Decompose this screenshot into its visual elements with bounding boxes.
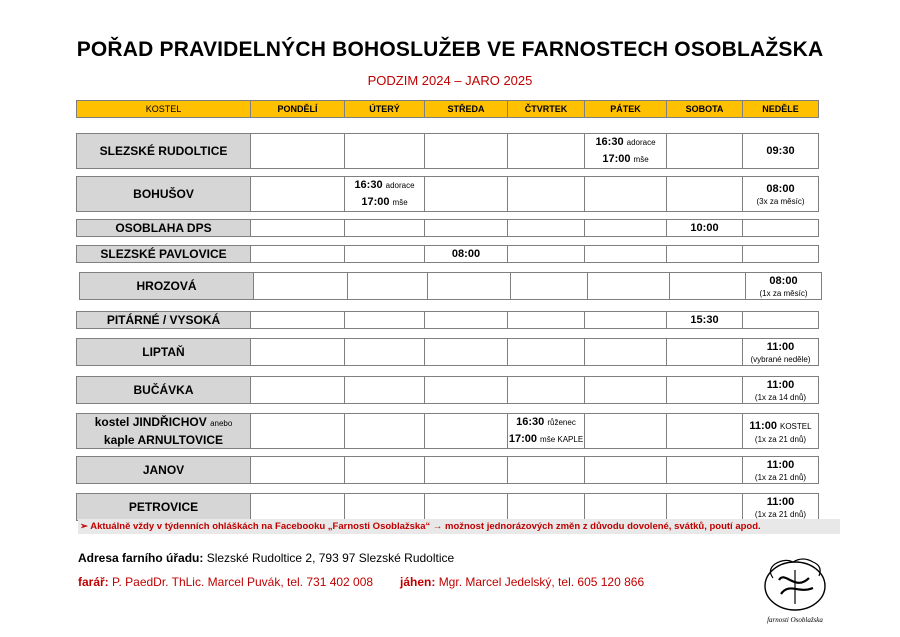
svg-text:farnosti Osoblažska: farnosti Osoblažska xyxy=(767,616,823,624)
parish-name: LIPTAŇ xyxy=(77,339,251,366)
deacon-info xyxy=(400,575,644,589)
sunday-time: 08:00 (1x za měsíc) xyxy=(746,273,822,300)
parish-name: BUČÁVKA xyxy=(77,377,251,404)
saturday-time: 10:00 xyxy=(667,220,743,237)
table-row xyxy=(76,413,819,449)
header-tuesday: ÚTERÝ xyxy=(345,101,425,118)
parish-name: kostel JINDŘICHOV anebo kaple ARNULTOVICE xyxy=(77,414,251,449)
header-kostel: KOSTEL xyxy=(77,101,251,118)
table-row xyxy=(76,493,819,521)
facebook-note: ➢ Aktuálně vždy v týdenních ohláškách na Facebooku „Farnosti Osoblažska“ → možnost jednorázových změn z důvodu dovolené, svátků, poutí apod. xyxy=(78,519,840,534)
thursday-time: 16:30 růženec 17:00 mše KAPLE xyxy=(508,414,585,449)
saturday-time: 15:30 xyxy=(667,312,743,329)
table-row xyxy=(76,176,819,212)
page-subtitle: PODZIM 2024 – JARO 2025 xyxy=(367,73,533,88)
sunday-time: 08:00 (3x za měsíc) xyxy=(743,177,819,212)
address-label: Adresa farního úřadu: xyxy=(78,551,204,565)
parish-name: PITÁRNÉ / VYSOKÁ xyxy=(77,312,251,329)
friday-time: 16:30 adorace 17:00 mše xyxy=(585,134,667,169)
table-row xyxy=(79,272,822,300)
parish-name: SLEZSKÉ RUDOLTICE xyxy=(77,134,251,169)
header-thursday: ČTVRTEK xyxy=(508,101,585,118)
table-row xyxy=(76,376,819,404)
deacon-label: jáhen: xyxy=(400,575,436,589)
schedule-header xyxy=(76,100,819,118)
table-row xyxy=(76,133,819,169)
parish-name: OSOBLAHA DPS xyxy=(77,220,251,237)
wednesday-time: 08:00 xyxy=(425,246,508,263)
header-friday: PÁTEK xyxy=(585,101,667,118)
parish-name: JANOV xyxy=(77,457,251,484)
priest-value: P. PaedDr. ThLic. Marcel Puvák, tel. 731 402 008 xyxy=(112,575,374,589)
parish-logo-icon xyxy=(755,548,835,628)
sunday-time: 11:00 (1x za 14 dnů) xyxy=(743,377,819,404)
sunday-time: 11:00 (1x za 21 dnů) xyxy=(743,494,819,521)
priest-info xyxy=(78,575,373,589)
header-monday: PONDĚLÍ xyxy=(251,101,345,118)
parish-name: BOHUŠOV xyxy=(77,177,251,212)
deacon-value: Mgr. Marcel Jedelský, tel. 605 120 866 xyxy=(438,575,645,589)
parish-address xyxy=(78,551,454,565)
table-row xyxy=(76,338,819,366)
sunday-time: 11:00 (vybrané neděle) xyxy=(743,339,819,366)
table-row xyxy=(76,219,819,237)
sunday-time: 11:00 KOSTEL (1x za 21 dnů) xyxy=(743,414,819,449)
priest-label: farář: xyxy=(78,575,109,589)
parish-name: HROZOVÁ xyxy=(80,273,254,300)
tuesday-time: 16:30 adorace 17:00 mše xyxy=(345,177,425,212)
table-row xyxy=(76,456,819,484)
parish-name: SLEZSKÉ PAVLOVICE xyxy=(77,246,251,263)
sunday-time: 09:30 xyxy=(743,134,819,169)
page-title: POŘAD PRAVIDELNÝCH BOHOSLUŽEB VE FARNOSTECH OSOBLAŽSKA xyxy=(76,38,824,61)
header-sunday: NEDĚLE xyxy=(743,101,819,118)
sunday-time: 11:00 (1x za 21 dnů) xyxy=(743,457,819,484)
table-row xyxy=(76,311,819,329)
parish-name: PETROVICE xyxy=(77,494,251,521)
header-wednesday: STŘEDA xyxy=(425,101,508,118)
address-value: Slezské Rudoltice 2, 793 97 Slezské Rudoltice xyxy=(206,551,455,565)
table-row xyxy=(76,245,819,263)
header-saturday: SOBOTA xyxy=(667,101,743,118)
